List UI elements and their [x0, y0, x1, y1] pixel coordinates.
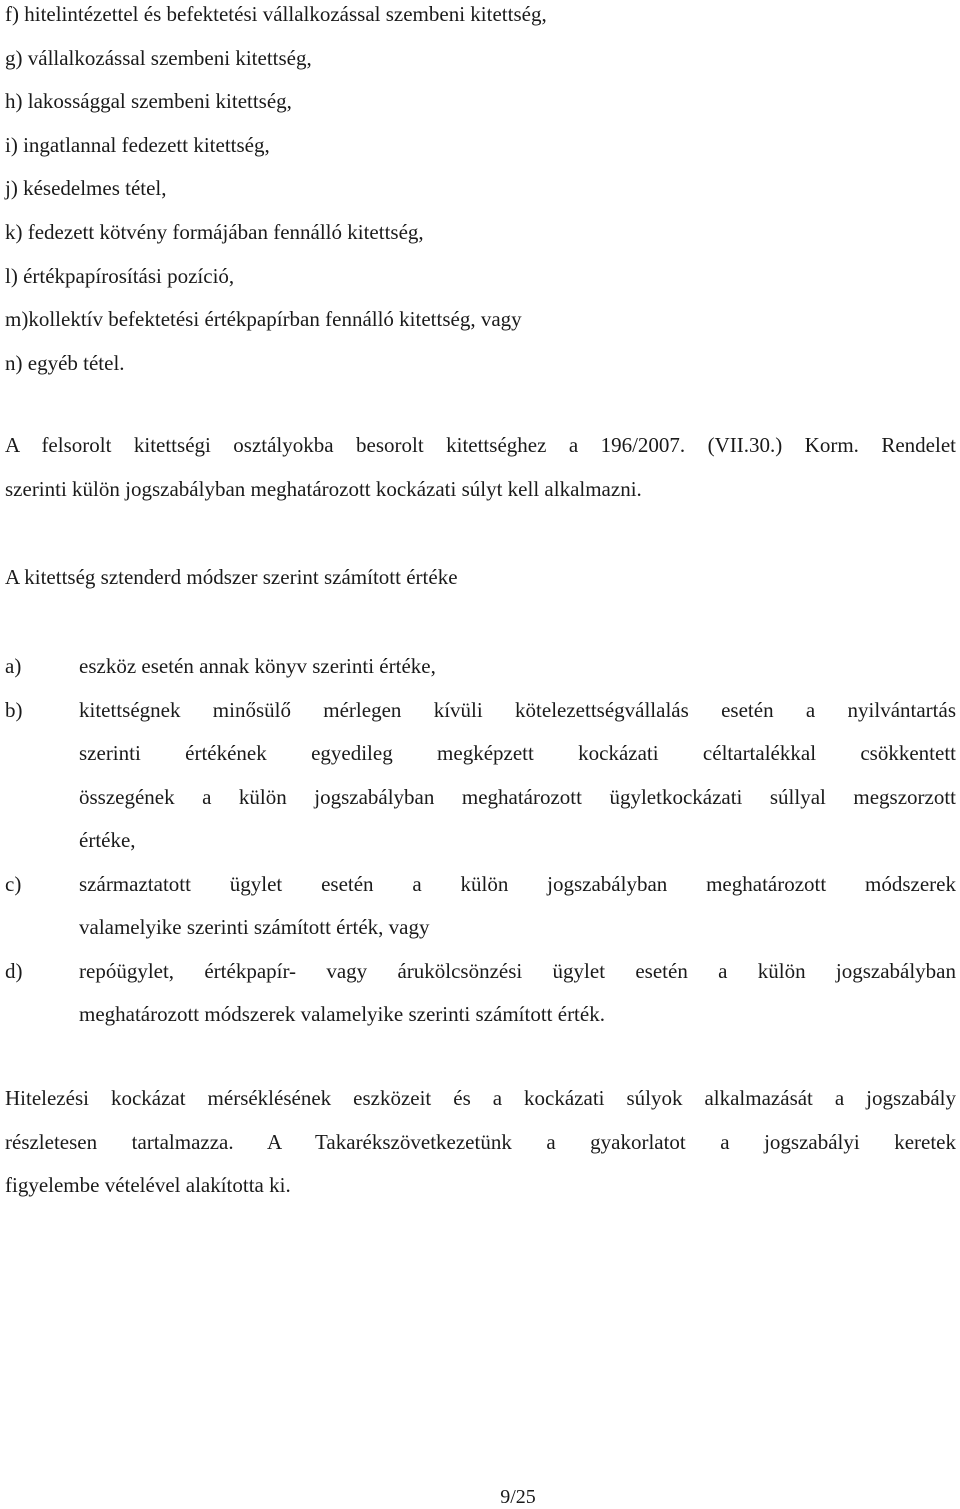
method-line: kitettségnek minősülő mérlegen kívüli kötelezettségvállalás esetén a nyilvántartás [79, 697, 956, 722]
method-line: értéke, [79, 828, 136, 852]
method-label: c) [5, 871, 22, 896]
method-line: összegének a külön jogszabályban meghatározott ügyletkockázati súllyal megszorzott [79, 784, 956, 809]
list-item: k) fedezett kötvény formájában fennálló kitettség, [5, 219, 424, 244]
method-item-d [5, 950, 956, 1037]
method-line: meghatározott módszerek valamelyike szerinti számított érték. [79, 1002, 605, 1026]
method-item-a [5, 645, 956, 689]
method-line: valamelyike szerinti számított érték, vagy [79, 915, 430, 939]
list-item: l) értékpapírosítási pozíció, [5, 263, 235, 288]
paragraph-line: figyelembe vételével alakította ki. [5, 1173, 291, 1197]
method-label: a) [5, 654, 22, 678]
method-item-b [5, 689, 956, 863]
exposure-class-list [5, 0, 547, 392]
list-item: f) hitelintézettel és befektetési vállalkozással szembeni kitettség, [5, 2, 547, 26]
paragraph-line: A kitettség sztenderd módszer szerint számított értéke [5, 565, 458, 589]
method-label: d) [5, 958, 23, 983]
list-item: n) egyéb tétel. [5, 350, 125, 375]
method-item-c [5, 863, 956, 950]
mitigation-paragraph [5, 1077, 956, 1208]
calculation-method-list [5, 645, 956, 1037]
page-number: 9/25 [500, 1486, 536, 1508]
method-line: repóügylet, értékpapír- vagy árukölcsönzési ügylet esetén a külön jogszabályban [79, 958, 956, 983]
list-item: g) vállalkozással szembeni kitettség, [5, 45, 312, 70]
list-item: m)kollektív befektetési értékpapírban fennálló kitettség, vagy [5, 307, 522, 332]
paragraph-line: Hitelezési kockázat mérséklésének eszközeit és a kockázati súlyok alkalmazását a jogszabály [5, 1086, 956, 1110]
method-line: eszköz esetén annak könyv szerinti értéke, [79, 654, 436, 678]
intro-paragraph [5, 556, 956, 600]
paragraph-line: A felsorolt kitettségi osztályokba besorolt kitettséghez a 196/2007. (VII.30.) Korm. Rendelet [5, 433, 956, 457]
list-item: h) lakossággal szembeni kitettség, [5, 89, 292, 114]
risk-weight-paragraph [5, 424, 956, 511]
method-line: származtatott ügylet esetén a külön jogszabályban meghatározott módszerek [79, 871, 956, 896]
method-label: b) [5, 697, 23, 722]
list-item: j) késedelmes tétel, [5, 176, 167, 201]
paragraph-line: részletesen tartalmazza. A Takarékszövetkezetünk a gyakorlatot a jogszabályi keretek [5, 1129, 956, 1154]
list-item: i) ingatlannal fedezett kitettség, [5, 132, 270, 157]
method-line: szerinti értékének egyedileg megképzett kockázati céltartalékkal csökkentett [79, 741, 956, 765]
paragraph-line: szerinti külön jogszabályban meghatározott kockázati súlyt kell alkalmazni. [5, 476, 642, 501]
